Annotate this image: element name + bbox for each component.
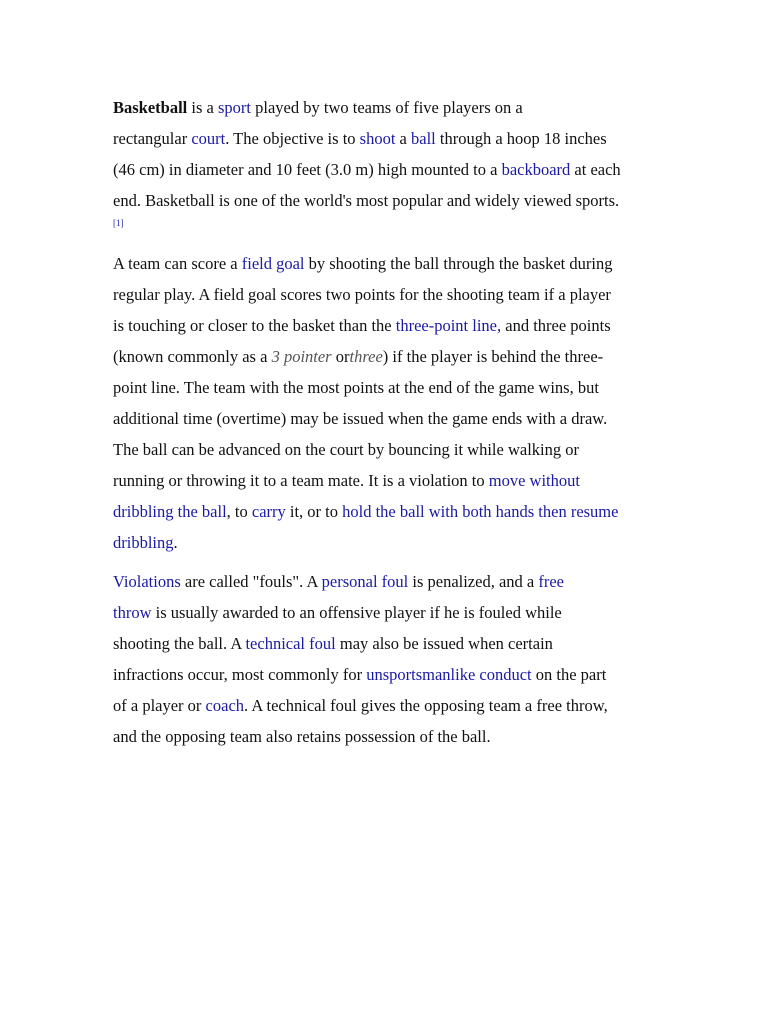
text: rectangular [113, 129, 192, 148]
text-line [113, 434, 673, 465]
text: a [395, 129, 411, 148]
text-line [113, 310, 673, 341]
text: is penalized, and a [408, 572, 539, 591]
text: shooting the ball. A [113, 634, 246, 653]
link-hold-ball[interactable]: hold the ball with both hands then resume [342, 502, 619, 521]
text-line [113, 92, 673, 123]
text: on the part [531, 665, 607, 684]
text: . The objective is to [225, 129, 360, 148]
link-sport[interactable]: sport [218, 98, 251, 117]
link-backboard[interactable]: backboard [501, 160, 571, 179]
text-line [113, 248, 673, 279]
text-line [113, 566, 673, 597]
text: . [173, 533, 178, 552]
text: . A technical foul gives the opposing team a free throw, [244, 696, 608, 715]
term-basketball: Basketball [113, 98, 188, 117]
link-shoot[interactable]: shoot [359, 129, 396, 148]
link-three-point-line[interactable]: three-point line, [395, 316, 502, 335]
text: are called "fouls". A [180, 572, 322, 591]
paragraph-scoring [113, 248, 673, 558]
link-coach[interactable]: coach [205, 696, 245, 715]
text-line [113, 154, 673, 185]
text-line [113, 721, 673, 752]
text-line [113, 465, 673, 496]
text: infractions occur, most commonly for [113, 665, 367, 684]
text: played by two teams of five players on a [251, 98, 523, 117]
text: end. Basketball is one of the world's most popular and widely viewed sports. [113, 191, 620, 210]
text-line [113, 690, 673, 721]
link-court[interactable]: court [191, 129, 226, 148]
text-line [113, 341, 673, 372]
text: at each [570, 160, 621, 179]
text-line [113, 123, 673, 154]
link-move-without[interactable]: move without [488, 471, 580, 490]
link-unsportsmanlike-conduct[interactable]: unsportsmanlike conduct [366, 665, 532, 684]
text-line [113, 597, 673, 628]
text-line [113, 628, 673, 659]
text-line [113, 279, 673, 310]
text: by shooting the ball through the basket during [304, 254, 613, 273]
paragraph-intro [113, 92, 673, 238]
text-line [113, 403, 673, 434]
text-line [113, 527, 673, 558]
paragraph-fouls [113, 566, 673, 752]
text-line [113, 659, 673, 690]
italic-3-pointer: 3 pointer [271, 347, 332, 366]
text: through a hoop 18 inches [435, 129, 607, 148]
text: A team can score a [113, 254, 242, 273]
link-throw[interactable]: throw [113, 603, 152, 622]
italic-three: three [349, 347, 383, 366]
link-dribbling[interactable]: dribbling [113, 533, 174, 552]
text: The ball can be advanced on the court by bouncing it while walking or [113, 440, 579, 459]
text: running or throwing it to a team mate. It is a violation to [113, 471, 489, 490]
link-technical-foul[interactable]: technical foul [245, 634, 336, 653]
text: regular play. A field goal scores two points for the shooting team if a player [113, 285, 611, 304]
text: (46 cm) in diameter and 10 feet (3.0 m) high mounted to a [113, 160, 502, 179]
text-line [113, 185, 673, 216]
text: additional time (overtime) may be issued when the game ends with a draw. [113, 409, 608, 428]
document-page [113, 92, 673, 752]
text: or [331, 347, 350, 366]
text-line [113, 372, 673, 403]
text: is touching or closer to the basket than the [113, 316, 396, 335]
text: , to [226, 502, 252, 521]
link-carry[interactable]: carry [251, 502, 286, 521]
link-field-goal[interactable]: field goal [241, 254, 305, 273]
text: point line. The team with the most points at the end of the game wins, but [113, 378, 599, 397]
link-ball[interactable]: ball [411, 129, 436, 148]
link-free[interactable]: free [538, 572, 564, 591]
text: ) if the player is behind the three- [382, 347, 604, 366]
reference-link[interactable]: [1] [113, 218, 124, 228]
text: it, or to [285, 502, 343, 521]
text: is a [187, 98, 218, 117]
text: may also be issued when certain [335, 634, 553, 653]
link-dribbling-the-ball[interactable]: dribbling the ball [113, 502, 227, 521]
link-personal-foul[interactable]: personal foul [321, 572, 409, 591]
text: and the opposing team also retains possession of the ball. [113, 727, 491, 746]
text: (known commonly as a [113, 347, 272, 366]
link-violations[interactable]: Violations [113, 572, 181, 591]
text: is usually awarded to an offensive player if he is fouled while [151, 603, 562, 622]
text: of a player or [113, 696, 206, 715]
text: and three points [501, 316, 611, 335]
text-line [113, 496, 673, 527]
